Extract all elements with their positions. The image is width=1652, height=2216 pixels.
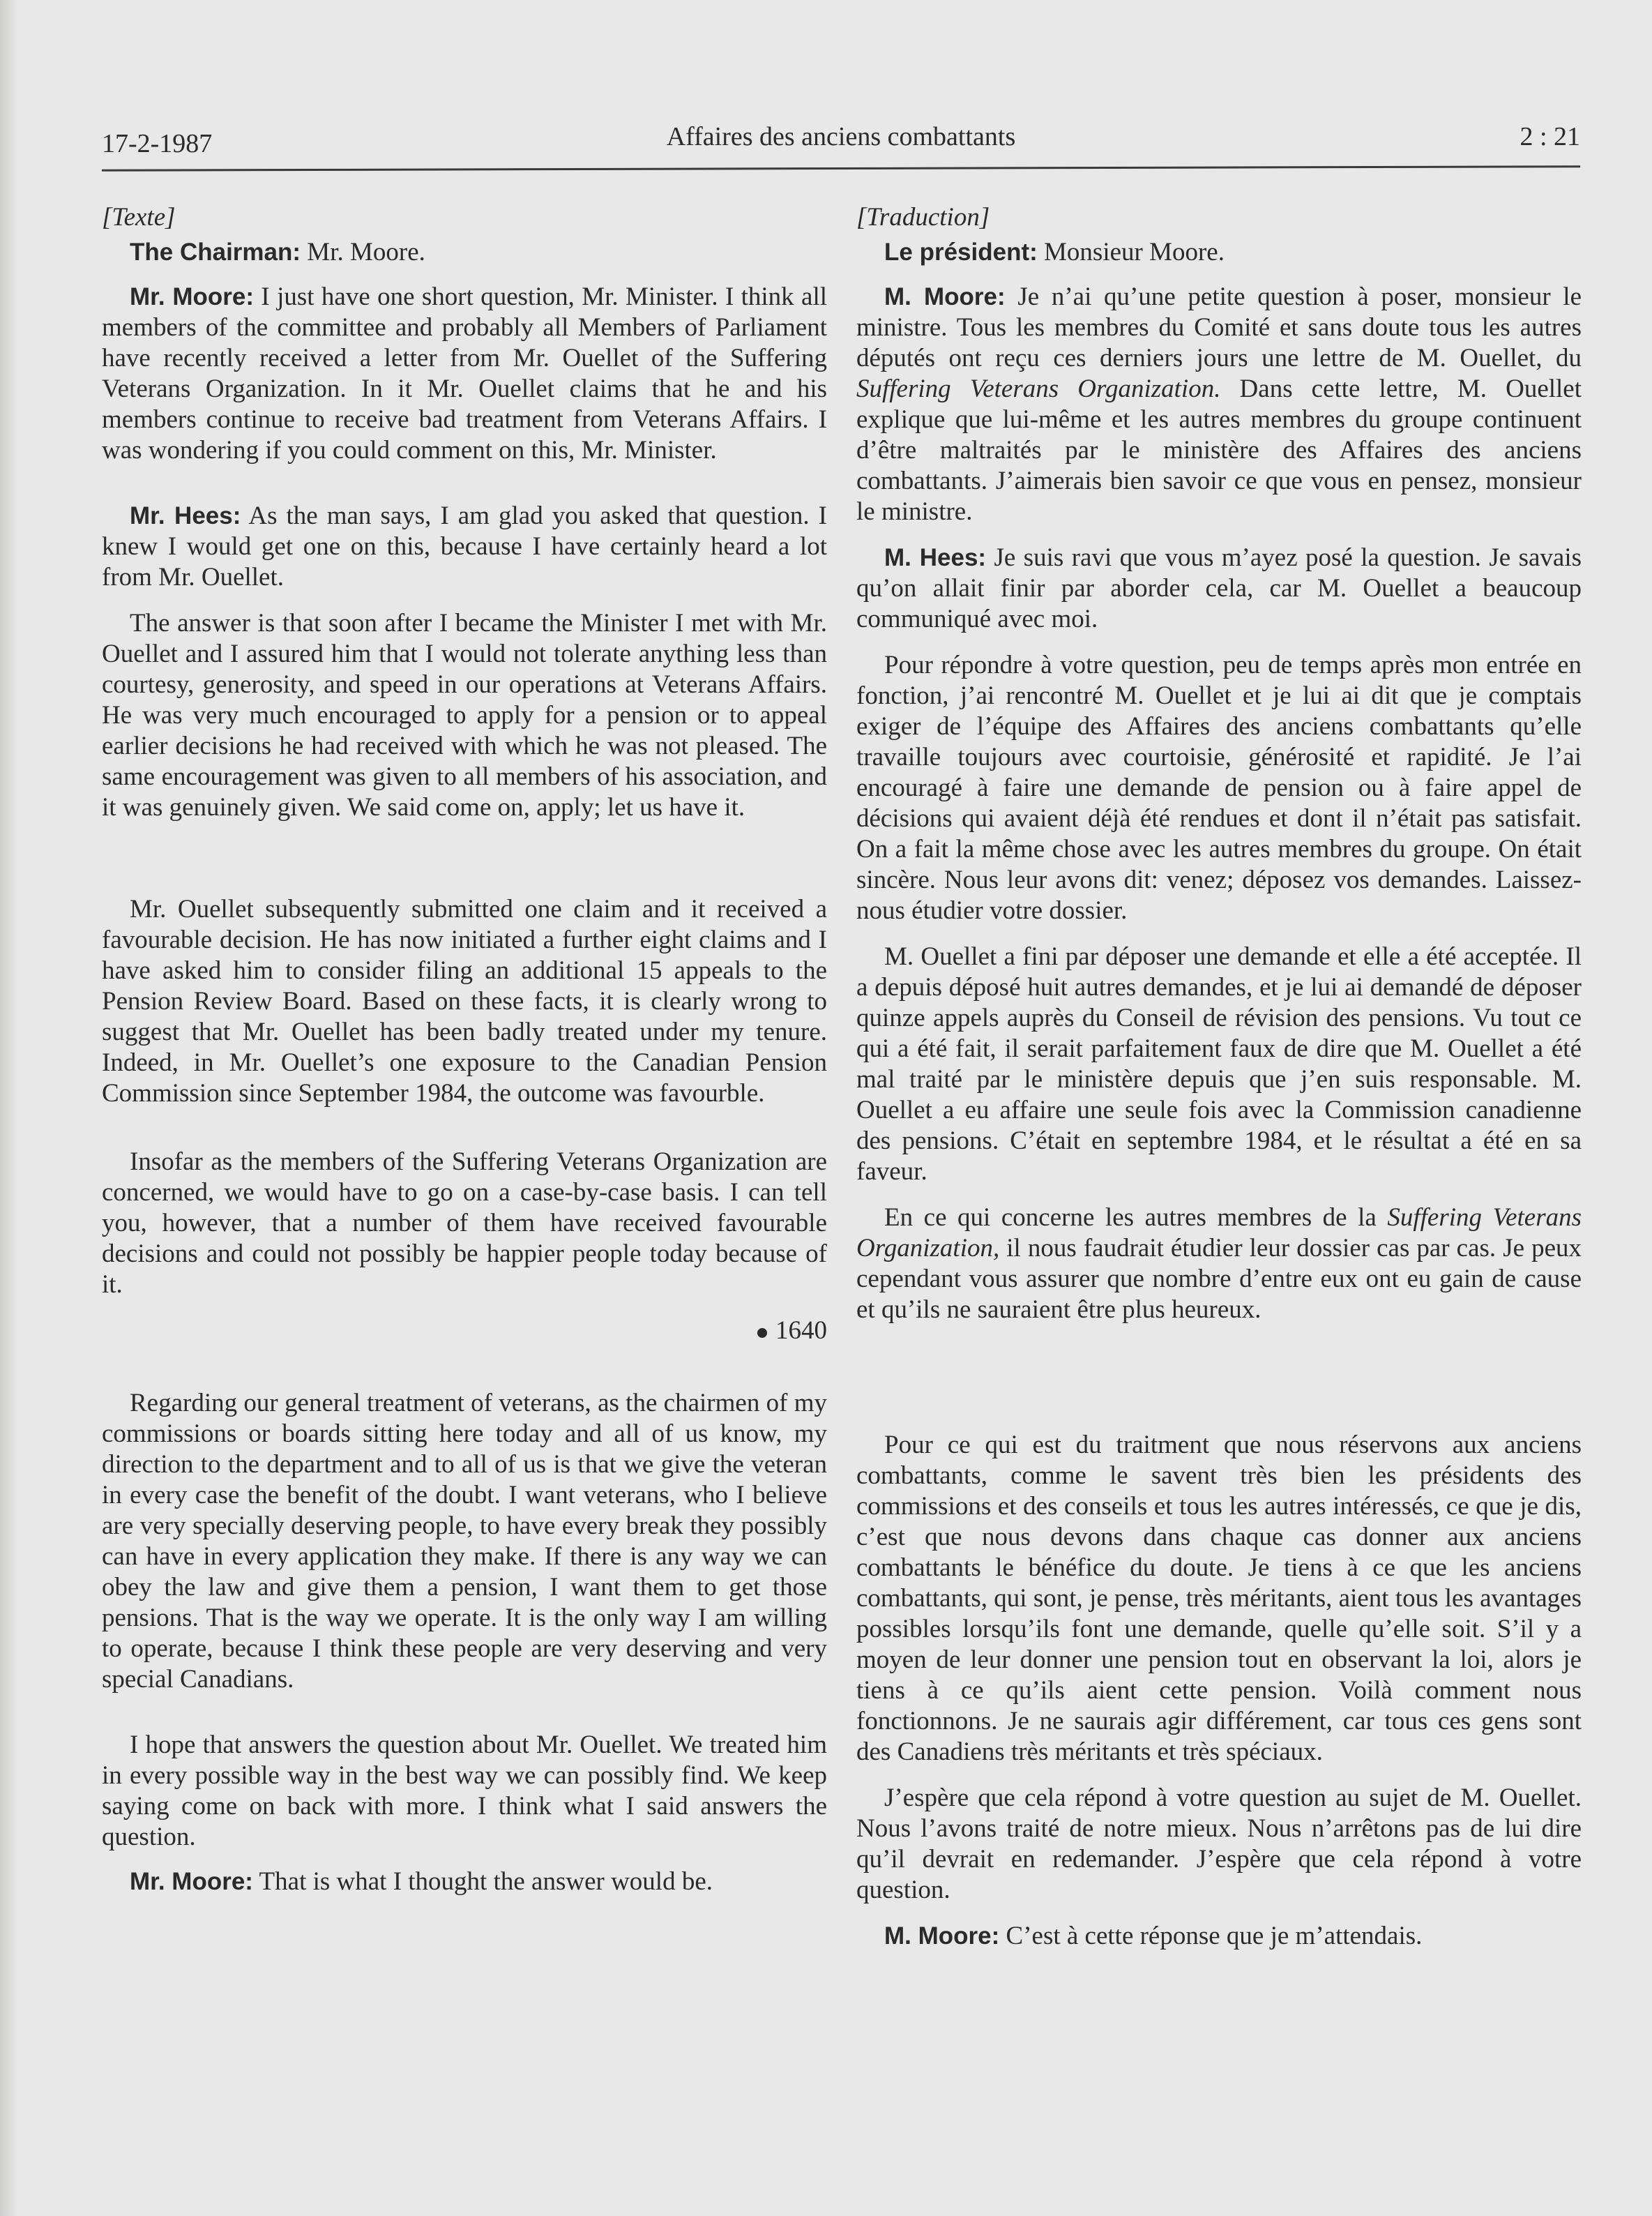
organization-name: Suffering Veterans Organization.	[856, 375, 1221, 403]
running-header	[102, 119, 1580, 163]
paragraph-text: C’est à cette réponse que je m’attendais.	[1006, 1922, 1423, 1950]
paragraph-text: Mr. Ouellet subsequently submitted one claim and it received a favourable decision. He has now initiated a further eight claims and I have asked him to consider filing an additional 15 appeals to the Pension Review Board. Based on these facts, it is clearly wrong to suggest that Mr. Ouellet has been badly treated under my tenure. Indeed, in Mr. Ouellet’s one exposure to the Canadian Pension Commission since September 1984, the outcome was favourble.	[102, 895, 827, 1108]
paragraph-text: The answer is that soon after I became the Minister I met with Mr. Ouellet and I assured him that I would not tolerate anything less than courtesy, generosity, and speed in our operations at Veterans Affairs. He was very much encouraged to apply for a pension or to appeal earlier decisions he had received with which he was not pleased. The same encouragement was given to all members of his association, and it was genuinely given. We said come on, apply; let us have it.	[102, 609, 827, 822]
paragraph	[102, 282, 827, 466]
paragraph-text: En ce qui concerne les autres membres de la	[884, 1203, 1377, 1232]
paragraph	[856, 650, 1582, 926]
paragraph	[856, 282, 1582, 527]
paragraph-text: I hope that answers the question about Mr. Ouellet. We treated him in every possible way in the best way we can possibly find. We keep saying come on back with more. I think what I said answers the question.	[102, 1731, 827, 1851]
paragraph	[102, 1867, 827, 1897]
paragraph	[856, 543, 1582, 635]
paragraph-text: M. Ouellet a fini par déposer une demande et elle a été acceptée. Il a depuis déposé huit autres demandes, et je lui ai demandé de déposer quinze appels auprès du Conseil de révision des pensions. Vu tout ce qui a été fait, il serait parfaitement faux de dire que M. Ouellet a été mal traité par le ministère depuis que j’en suis responsable. M. Ouellet a eu affaire une seule fois avec la Commission canadienne des pensions. C’était en septembre 1984, et le résultat a été en sa faveur.	[856, 942, 1582, 1186]
paragraph	[102, 608, 827, 823]
paragraph-text: Monsieur Moore.	[1044, 238, 1225, 266]
traduction-tag: [Traduction]	[856, 203, 990, 232]
paragraph	[102, 1147, 827, 1300]
page-edge-shadow	[0, 0, 18, 2216]
speaker-label: Mr. Hees:	[130, 502, 241, 529]
paragraph	[856, 237, 1582, 268]
header-date: 17-2-1987	[102, 129, 213, 158]
header-title: Affaires des anciens combattants	[666, 122, 1016, 151]
organization-name: Suffering Veterans Organization,	[856, 1203, 1582, 1262]
english-column	[102, 202, 827, 1897]
paragraph	[856, 942, 1582, 1187]
french-column	[856, 202, 1582, 1952]
speaker-label: M. Moore:	[884, 283, 1006, 310]
paragraph	[102, 501, 827, 593]
texte-tag: [Texte]	[102, 203, 176, 232]
time-marker	[102, 1316, 827, 1346]
text-tag	[102, 202, 827, 233]
paragraph	[856, 1783, 1582, 1906]
paragraph-text: Je suis ravi que vous m’ayez posé la question. Je savais qu’on allait finir par aborder cela, car M. Ouellet a beaucoup communiqué avec moi.	[856, 543, 1582, 633]
paragraph-text: il nous faudrait étudier leur dossier cas par cas. Je peux cependant vous assurer que nombre d’entre eux ont eu gain de cause et qu’ils ne sauraient être plus heureux.	[856, 1234, 1582, 1324]
paragraph	[856, 1203, 1582, 1325]
paragraph	[102, 1388, 827, 1695]
header-page-number: 2 : 21	[1520, 122, 1580, 151]
paragraph	[102, 237, 827, 268]
paragraph-text: Insofar as the members of the Suffering Veterans Organization are concerned, we would have to go on a case-by-case basis. I can tell you, however, that a number of them have received favourable decisions and could not possibly be happier people today because of it.	[102, 1147, 827, 1299]
paragraph-text: Regarding our general treatment of veterans, as the chairmen of my commissions or boards sitting here today and all of us know, my direction to the department and to all of us is that we give the veteran in every case the benefit of the doubt. I want veterans, who I believe are very specially deserving people, to have every break they possibly can have in every application they make. If there is any way we can obey the law and give them a pension, I want them to get those pensions. That is the way we operate. It is the only way I am willing to operate, because I think these people are very deserving and very special Canadians.	[102, 1389, 827, 1694]
paragraph	[856, 1921, 1582, 1952]
paragraph	[102, 1730, 827, 1853]
speaker-label: The Chairman:	[130, 239, 301, 266]
speaker-label: Mr. Moore:	[130, 283, 255, 310]
paragraph-text: Dans cette lettre, M. Ouellet explique que lui-même et les autres membres du groupe continuent d’être maltraités par le ministère des Affaires des anciens combattants. J’aimerais bien savoir ce que vous en pensez, monsieur le ministre.	[856, 375, 1582, 526]
speaker-label: M. Hees:	[884, 544, 987, 571]
paragraph-text: Mr. Moore.	[307, 238, 425, 266]
time-marker-text: 1640	[775, 1316, 827, 1345]
speaker-label: M. Moore:	[884, 1922, 1000, 1950]
paragraph	[102, 894, 827, 1109]
paragraph-text: Pour ce qui est du traitment que nous réservons aux anciens combattants, comme le savent très bien les présidents des commissions et des conseils et tous les autres intéressés, ce que je dis, c’est que nous devons dans chaque cas donner aux anciens combattants le bénéfice du doute. Je tiens à ce que les anciens combattants, qui sont, je pense, très méritants, aient tous les avantages possibles lorsqu’ils font une demande, quelle qu’elle soit. S’il y a moyen de leur donner une pension tout en observant la loi, alors je tiens à ce qu’ils aient cette pension. Voilà comment nous fonctionnons. Je ne saurais agir différement, car tous ces gens sont des Canadiens très méritants et très spéciaux.	[856, 1431, 1582, 1766]
paragraph-text: I just have one short question, Mr. Minister. I think all members of the committee and probably all Members of Parliament have recently received a letter from Mr. Ouellet of the Suffering Veterans Organization. In it Mr. Ouellet claims that he and his members continue to receive bad treatment from Veterans Affairs. I was wondering if you could comment on this, Mr. Minister.	[102, 282, 828, 465]
paragraph-text: Pour répondre à votre question, peu de temps après mon entrée en fonction, j’ai rencontré M. Ouellet et je lui ai dit que je comptais exiger de l’équipe des Affaires des anciens combattants qu’elle travaille toujours avec courtoisie, générosité et rapidité. Je l’ai encouragé à faire une demande de pension ou à faire appel de décisions qui avaient déjà été rendues et dont il n’était pas satisfait. On a fait la même chose avec les autres membres du groupe. On était sincère. Nous leur avons dit: venez; déposez vos demandes. Laissez-nous étudier votre dossier.	[856, 651, 1582, 925]
speaker-label: Le président:	[884, 239, 1038, 266]
paragraph-text: Je n’ai qu’une petite question à poser, monsieur le ministre. Tous les membres du Comité et sans doute tous les autres députés ont reçu ces derniers jours une lettre de M. Ouellet, du	[856, 282, 1582, 372]
text-tag	[856, 202, 1582, 233]
paragraph	[856, 1430, 1582, 1767]
paragraph-text: As the man says, I am glad you asked that question. I knew I would get one on this, because I have certainly heard a lot from Mr. Ouellet.	[102, 502, 827, 591]
bullet-icon	[757, 1328, 767, 1338]
speaker-label: Mr. Moore:	[130, 1868, 253, 1895]
header-rule	[102, 165, 1580, 172]
paragraph-text: J’espère que cela répond à votre question au sujet de M. Ouellet. Nous l’avons traité de notre mieux. Nous n’arrêtons pas de lui dire qu’il devrait en redemander. J’espère que cela répond à votre question.	[856, 1784, 1582, 1904]
paragraph-text: That is what I thought the answer would be.	[259, 1867, 713, 1896]
